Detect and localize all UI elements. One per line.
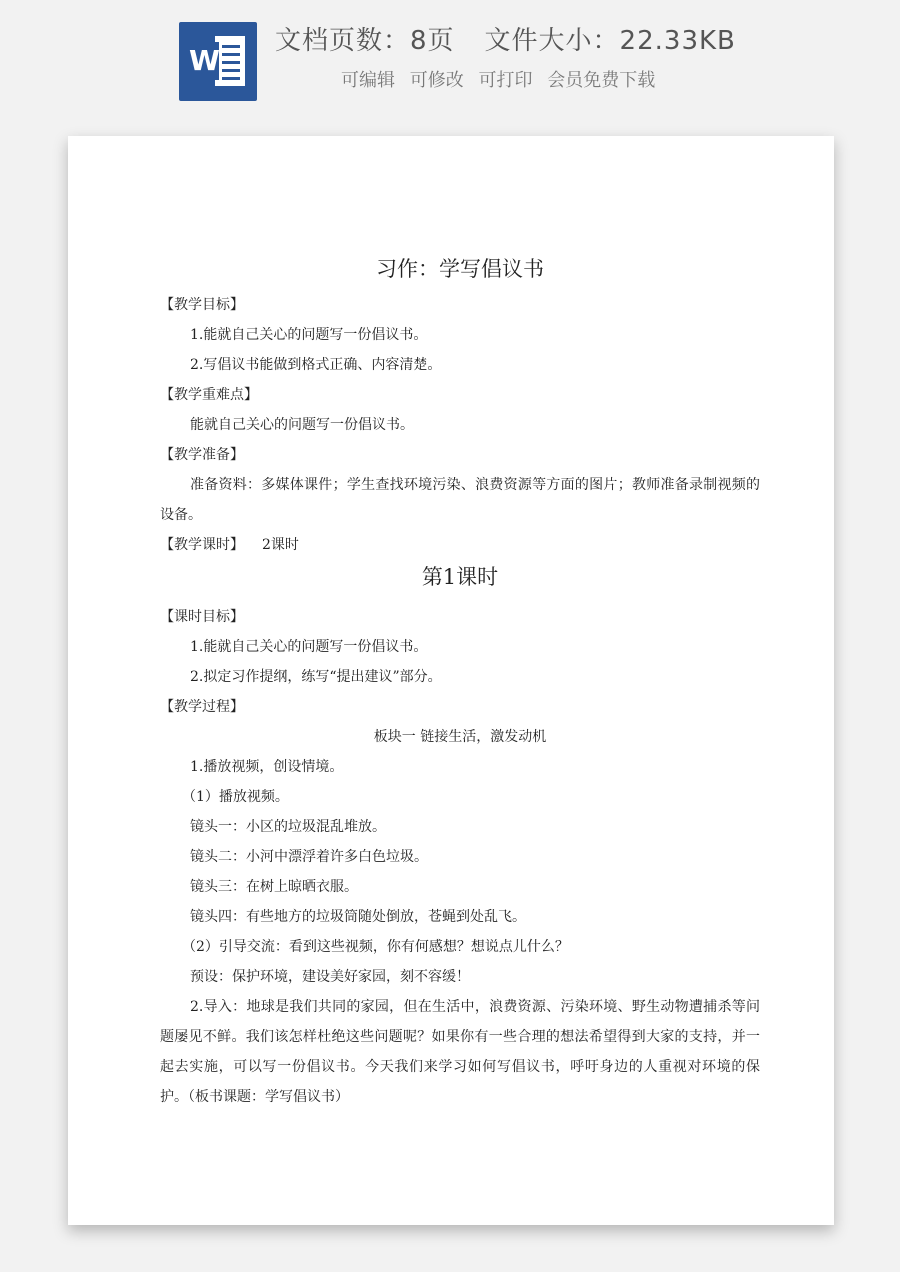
- shot-3: 镜头三：在树上晾晒衣服。: [190, 879, 358, 895]
- key-points-label: 【教学重难点】: [160, 387, 258, 403]
- teaching-hours: [160, 530, 760, 560]
- lesson-goal-2: 2.拟定习作提纲，练写“提出建议”部分。: [190, 669, 442, 685]
- teaching-goal-1: 1.能就自己关心的问题写一份倡议书。: [190, 327, 428, 343]
- teaching-goal-2: 2.写倡议书能做到格式正确、内容清楚。: [190, 357, 442, 373]
- teaching-hours-label: 【教学课时】: [160, 537, 244, 553]
- page-count: 文档页数：8页: [275, 26, 455, 56]
- feature-editable: 可编辑: [341, 70, 395, 91]
- shot-1: 镜头一：小区的垃圾混乱堆放。: [190, 819, 386, 835]
- teaching-hours-value: 2课时: [262, 537, 299, 553]
- feature-printable: 可打印: [478, 70, 533, 91]
- word-letter: W: [189, 42, 219, 80]
- step-2-introduction: 2.导入：地球是我们共同的家园，但在生活中，浪费资源、污染环境、野生动物遭捕杀等问题屡见不鲜。我们该怎样杜绝这些问题呢？如果你有一些合理的想法希望得到大家的支持，并一起去实施，可以写一份倡议书。今天我们来学习如何写倡议书，呼吁身边的人重视对环境的保护。（板书课题：学写倡议书）: [160, 999, 760, 1105]
- step-1-1: （1）播放视频。: [182, 789, 289, 805]
- preparation-text: 准备资料：多媒体课件；学生查找环境污染、浪费资源等方面的图片；教师准备录制视频的设备。: [160, 477, 760, 523]
- header-title: [275, 20, 736, 57]
- block-1-title: 板块一 链接生活，激发动机: [373, 729, 547, 745]
- lesson-1-title: 第1课时: [421, 565, 499, 589]
- key-points-text: 能就自己关心的问题写一份倡议书。: [190, 417, 414, 433]
- lesson-goals-label: 【课时目标】: [160, 609, 244, 625]
- file-size: 文件大小：22.33KB: [484, 26, 736, 56]
- preset-answer: 预设：保护环境，建设美好家园，刻不容缓！: [190, 969, 470, 985]
- document-page: [68, 136, 834, 1225]
- document-info-header: [0, 0, 900, 118]
- header-features: [341, 66, 664, 92]
- document-title: 习作：学写倡议书: [376, 257, 544, 281]
- step-1: 1.播放视频，创设情境。: [190, 759, 344, 775]
- process-label: 【教学过程】: [160, 699, 244, 715]
- shot-4: 镜头四：有些地方的垃圾筒随处倒放，苍蝇到处乱飞。: [190, 909, 526, 925]
- word-document-icon: [179, 22, 257, 101]
- shot-2: 镜头二：小河中漂浮着许多白色垃圾。: [190, 849, 428, 865]
- teaching-goals-label: 【教学目标】: [160, 297, 244, 313]
- step-1-2: （2）引导交流：看到这些视频，你有何感想？想说点儿什么？: [182, 939, 569, 955]
- feature-modifiable: 可修改: [409, 70, 464, 91]
- feature-member-download: 会员免费下载: [547, 70, 656, 91]
- preparation-label: 【教学准备】: [160, 447, 244, 463]
- document-content: [160, 254, 760, 1112]
- lesson-goal-1: 1.能就自己关心的问题写一份倡议书。: [190, 639, 428, 655]
